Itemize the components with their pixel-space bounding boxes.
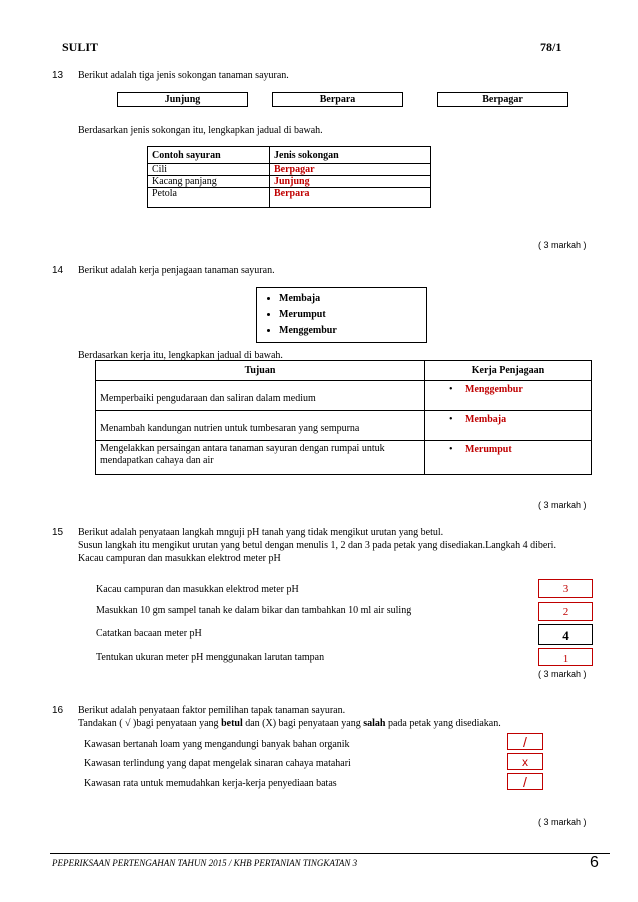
q13-cell-sayuran: Petola	[148, 188, 270, 208]
q13-table-header-sayuran: Contoh sayuran	[148, 147, 270, 164]
q14-kerja-text: Membaja	[465, 414, 507, 425]
table-row	[96, 411, 592, 441]
q14-cell-tujuan: Mengelakkan persaingan antara tanaman sayuran dengan rumpai untuk mendapatkan cahaya dan air	[96, 441, 425, 475]
footer-left: PEPERIKSAAN PERTENGAHAN TAHUN 2015 / KHB PERTANIAN TINGKATAN 3	[52, 858, 358, 868]
q14-item: • Merumput	[279, 309, 426, 320]
q14-number: 14	[52, 265, 64, 276]
q15-step-text: Kacau campuran dan masukkan elektrod meter pH	[96, 584, 299, 595]
q14-item: • Membaja	[279, 293, 426, 304]
q15-number: 15	[52, 527, 64, 538]
q16-line2: Tandakan ( √ )bagi penyataan yang betul dan (X) bagi penyataan yang salah pada petak yang disediakan.	[78, 718, 501, 729]
q13-marks: ( 3 markah )	[538, 240, 587, 250]
q15-step-text: Catatkan bacaan meter pH	[96, 628, 202, 639]
q16-statement: Kawasan terlindung yang dapat mengelak sinaran cahaya matahari	[84, 758, 351, 769]
q15-answer-box[interactable]: 2	[538, 602, 593, 621]
q16-statement: Kawasan rata untuk memudahkan kerja-kerja penyediaan batas	[84, 778, 337, 789]
q13-instruction: Berdasarkan jenis sokongan itu, lengkapkan jadual di bawah.	[78, 125, 323, 136]
header-right: 78/1	[540, 40, 562, 54]
q14-table	[95, 360, 592, 475]
q15-step-text: Tentukan ukuran meter pH menggunakan larutan tampan	[96, 652, 325, 663]
q13-type-berpara: Berpara	[272, 92, 403, 107]
q13-type-berpagar: Berpagar	[437, 92, 568, 107]
q14-cell-tujuan: Memperbaiki pengudaraan dan saliran dalam medium	[96, 381, 425, 411]
q15-given-box: 4	[538, 624, 593, 645]
q13-table-header-jenis: Jenis sokongan	[270, 147, 431, 164]
q16-answer-box[interactable]: /	[507, 733, 543, 750]
table-row	[148, 188, 431, 208]
footer-divider	[50, 853, 610, 854]
q14-kerja-text: Merumput	[465, 444, 512, 455]
q16-answer-box[interactable]: /	[507, 773, 543, 790]
page-number: 6	[590, 854, 599, 871]
q16-line1: Berikut adalah penyataan faktor pemilihan tapak tanaman sayuran.	[78, 705, 346, 716]
q13-type-junjung: Junjung	[117, 92, 248, 107]
table-row	[148, 176, 431, 188]
q13-number: 13	[52, 70, 64, 81]
q14-kerja-text: Menggembur	[465, 384, 523, 395]
q14-cell-kerja: • Menggembur	[425, 381, 592, 411]
q14-cell-tujuan: Menambah kandungan nutrien untuk tumbesaran yang sempurna	[96, 411, 425, 441]
q15-answer-box[interactable]: 3	[538, 579, 593, 598]
q14-intro: Berikut adalah kerja penjagaan tanaman sayuran.	[78, 265, 275, 276]
q13-cell-jenis: Junjung	[270, 176, 431, 188]
q15-marks: ( 3 markah )	[538, 669, 587, 679]
q15-step-text: Masukkan 10 gm sampel tanah ke dalam bikar dan tambahkan 10 ml air suling	[96, 605, 412, 616]
q16-marks: ( 3 markah )	[538, 817, 587, 827]
q13-cell-sayuran: Kacang panjang	[148, 176, 270, 188]
q15-answer-box[interactable]: 1	[538, 648, 593, 666]
q15-line1: Berikut adalah penyataan langkah mnguji pH tanah yang tidak mengikut urutan yang betul.	[78, 527, 444, 538]
q15-line3: Kacau campuran dan masukkan elektrod meter pH	[78, 553, 281, 564]
q16-answer-box[interactable]: x	[507, 753, 543, 770]
q13-table	[147, 146, 431, 208]
q14-marks: ( 3 markah )	[538, 500, 587, 510]
table-row	[148, 164, 431, 176]
q13-intro: Berikut adalah tiga jenis sokongan tanaman sayuran.	[78, 70, 289, 81]
q14-item: • Menggembur	[279, 325, 426, 336]
q14-cell-kerja: • Merumput	[425, 441, 592, 475]
table-row	[96, 381, 592, 411]
header-left: SULIT	[62, 40, 99, 54]
q15-line2: Susun langkah itu mengikut urutan yang betul dengan menulis 1, 2 dan 3 pada petak yang disediakan.Langkah 4 diberi.	[78, 540, 556, 551]
q14-cell-kerja: • Membaja	[425, 411, 592, 441]
q14-instruction: Berdasarkan kerja itu, lengkapkan jadual di bawah.	[78, 350, 283, 361]
q13-cell-jenis: Berpara	[270, 188, 431, 208]
q13-cell-jenis: Berpagar	[270, 164, 431, 176]
q16-number: 16	[52, 705, 64, 716]
table-row	[96, 441, 592, 475]
q13-cell-sayuran: Cili	[148, 164, 270, 176]
q16-statement: Kawasan bertanah loam yang mengandungi banyak bahan organik	[84, 739, 350, 750]
q14-items-box	[256, 287, 427, 343]
q14-table-header-kerja: Kerja Penjagaan	[425, 361, 592, 381]
q14-table-header-tujuan: Tujuan	[96, 361, 425, 381]
